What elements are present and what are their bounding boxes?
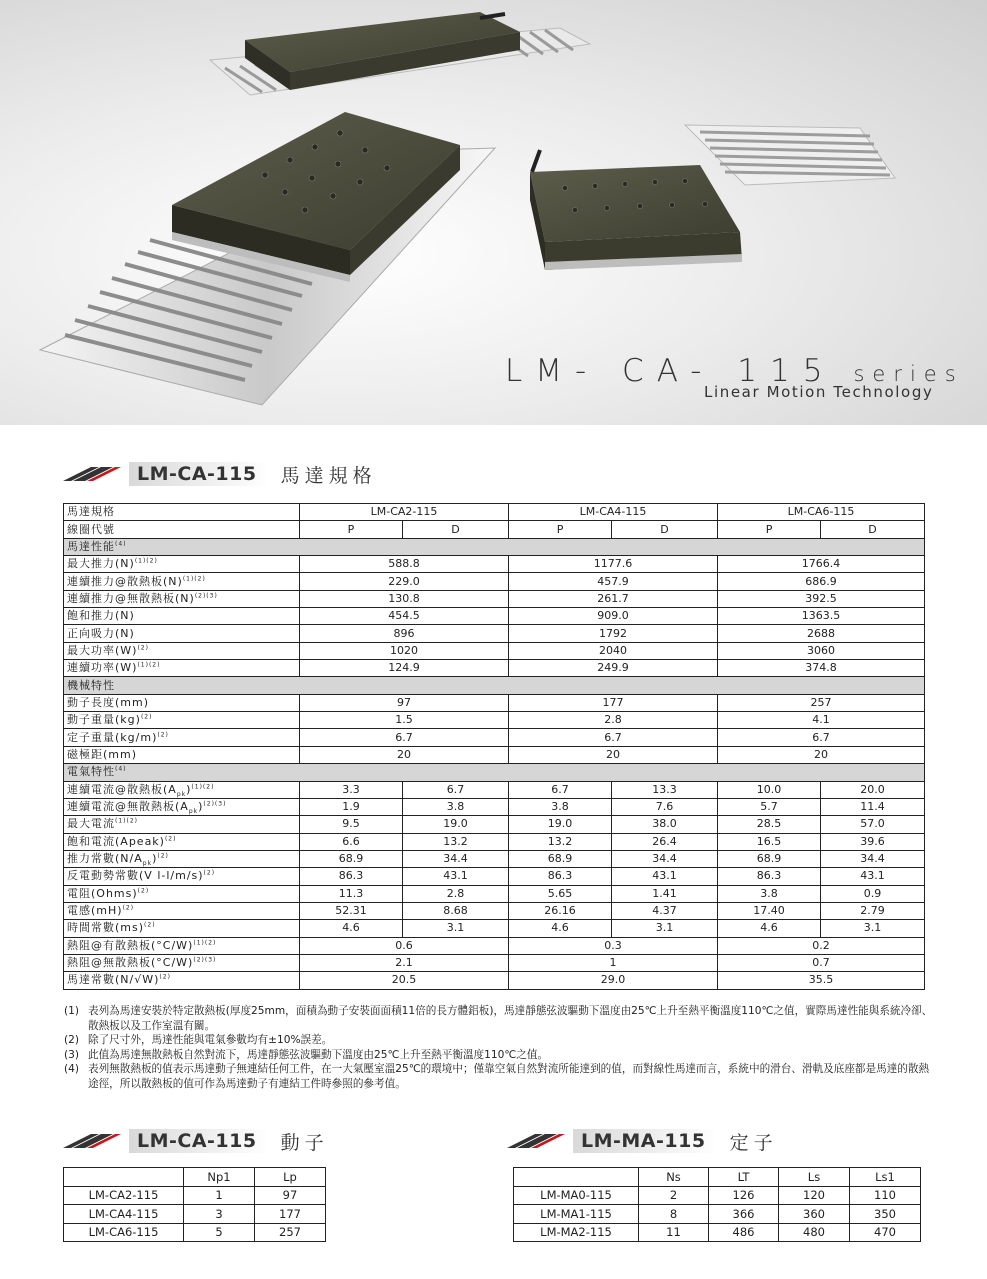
spec-section-code: LM-CA-115 <box>129 462 269 486</box>
footnote-text: 此值為馬達無散熱板自然對流下，馬達靜態弦波驅動下溫度由25℃上升至熱平衡溫度110℃之值。 <box>88 1048 549 1061</box>
spec-value: 19.0 <box>509 816 612 833</box>
spec-row <box>64 556 925 573</box>
spec-value: 10.0 <box>718 781 821 798</box>
footnote <box>64 1062 934 1091</box>
coil-code-label: 線圈代號 <box>64 521 300 538</box>
row-label: 熱阻@無散熱板$(^\circ C/W)^{(2)(3)}$ <box>64 954 300 971</box>
group-mechanical-label: 機械特性 <box>64 677 925 694</box>
footnote-ref: (1)(2) <box>191 783 215 791</box>
stator-header: Ns <box>639 1168 709 1187</box>
stator-cell: 120 <box>779 1186 850 1205</box>
spec-value: 1.9 <box>300 798 403 815</box>
mover-row <box>64 1223 326 1242</box>
spec-value: 28.5 <box>718 816 821 833</box>
spec-value: 86.3 <box>718 868 821 885</box>
spec-value: 86.3 <box>300 868 403 885</box>
row-label: 時間常數(ms)$^{(2)}$ <box>64 920 300 937</box>
spec-value: 1363.5 <box>718 608 925 625</box>
footnote-ref: (4) <box>115 765 127 773</box>
spec-value: 97 <box>300 694 509 711</box>
footnote-ref: (2) <box>144 921 156 929</box>
spec-table <box>63 503 925 990</box>
stator-section-code: LM-MA-115 <box>573 1129 718 1153</box>
stripe-logo-icon <box>63 1134 121 1148</box>
spec-value: 20.0 <box>821 781 925 798</box>
spec-value: 0.7 <box>718 954 925 971</box>
spec-value: 6.6 <box>300 833 403 850</box>
footnote-text: 表列為馬達安裝於特定散熱板(厚度25mm，面積為動子安裝面面積11倍的長方體鋁板)，馬達靜態弦波驅動下溫度由25℃上升至熱平衡溫度110℃之值，實際馬達性能與系統冷卻、散熱板以及工作室溫有關。 <box>88 1005 933 1032</box>
footnote-ref: (2) <box>203 869 216 877</box>
spec-value: 6.7 <box>509 781 612 798</box>
row-label: 馬達常數$(N/√W)^{(2)}$ <box>64 972 300 989</box>
spec-value: 2.8 <box>509 712 718 729</box>
spec-row <box>64 816 925 833</box>
group-electrical <box>64 764 925 781</box>
spec-value: 20 <box>300 746 509 763</box>
group-mechanical <box>64 677 925 694</box>
row-label: 熱阻@有散熱板$(^\circ C/W)^{(1)(2)}$ <box>64 937 300 954</box>
label-subscript: pk <box>176 790 187 798</box>
spec-value: 3060 <box>718 642 925 659</box>
spec-value: 4.6 <box>300 920 403 937</box>
footnote-ref: (2) <box>137 887 150 895</box>
row-label: 連續電流@無散熱板$(A_{pk})^{(2)(3)}$ <box>64 798 300 815</box>
spec-row <box>64 625 925 642</box>
mover-cell: 257 <box>255 1223 326 1242</box>
spec-value: 1020 <box>300 642 509 659</box>
spec-value: 2.8 <box>403 885 509 902</box>
spec-value: 257 <box>718 694 925 711</box>
footnote-ref: (2)(3) <box>203 800 227 808</box>
spec-value: 2040 <box>509 642 718 659</box>
spec-value: 34.4 <box>403 850 509 867</box>
spec-value: 0.3 <box>509 937 718 954</box>
stator-cell: 8 <box>639 1205 709 1224</box>
spec-value: 68.9 <box>718 850 821 867</box>
mover-cell: LM-CA6-115 <box>64 1223 184 1242</box>
spec-value: 86.3 <box>509 868 612 885</box>
stator-table <box>513 1167 921 1242</box>
group-performance-label: 馬達性能$^{(4)}$ <box>64 538 925 555</box>
mover-header-row <box>64 1168 326 1187</box>
spec-value: 34.4 <box>612 850 718 867</box>
footnote-ref: (2) <box>164 835 177 843</box>
spec-row <box>64 954 925 971</box>
spec-value: 3.3 <box>300 781 403 798</box>
mover-section-code: LM-CA-115 <box>129 1129 269 1153</box>
footnote-ref: (2) <box>159 973 171 981</box>
mover-row <box>64 1186 326 1205</box>
mover-cell: 3 <box>184 1205 255 1224</box>
spec-value: 3.1 <box>403 920 509 937</box>
spec-value: 57.0 <box>821 816 925 833</box>
spec-value: 0.9 <box>821 885 925 902</box>
spec-value: 29.0 <box>509 972 718 989</box>
row-label: 電感(mH)$^{(2)}$ <box>64 902 300 919</box>
mover-row <box>64 1205 326 1224</box>
spec-value: 16.5 <box>718 833 821 850</box>
mover-header <box>64 1168 184 1187</box>
spec-row <box>64 694 925 711</box>
mover-section-title: 動子 <box>280 1131 329 1154</box>
footnote-number: (4) <box>64 1063 80 1076</box>
stator-header: Ls1 <box>850 1168 921 1187</box>
spec-value: 3.8 <box>509 798 612 815</box>
stator-cell: 470 <box>850 1223 921 1242</box>
mover-section-header <box>63 1126 329 1156</box>
spec-value: 4.1 <box>718 712 925 729</box>
spec-value: 1.5 <box>300 712 509 729</box>
mover-cell: LM-CA4-115 <box>64 1205 184 1224</box>
row-label: 磁極距(mm) <box>64 746 300 763</box>
spec-value: 6.7 <box>718 729 925 746</box>
footnote <box>64 1004 934 1033</box>
spec-value: 8.68 <box>403 902 509 919</box>
spec-value: 229.0 <box>300 573 509 590</box>
stripe-logo-icon <box>63 467 121 481</box>
spec-row <box>64 590 925 607</box>
spec-value: 1.41 <box>612 885 718 902</box>
stator-cell: LM-MA1-115 <box>514 1205 639 1224</box>
spec-value: 4.6 <box>509 920 612 937</box>
spec-row <box>64 798 925 815</box>
group-performance <box>64 538 925 555</box>
coil-code: D <box>403 521 509 538</box>
spec-value: 34.4 <box>821 850 925 867</box>
stator-cell: 2 <box>639 1186 709 1205</box>
spec-value: 20.5 <box>300 972 509 989</box>
spec-row <box>64 660 925 677</box>
spec-value: 26.16 <box>509 902 612 919</box>
stator-header <box>514 1168 639 1187</box>
stator-header: LT <box>709 1168 779 1187</box>
spec-header-label: 馬達規格 <box>64 504 300 521</box>
spec-value: 5.65 <box>509 885 612 902</box>
mover-header: Lp <box>255 1168 326 1187</box>
mover-cell: 1 <box>184 1186 255 1205</box>
spec-value: 68.9 <box>509 850 612 867</box>
spec-value: 588.8 <box>300 556 509 573</box>
footnotes <box>64 1004 934 1092</box>
hero-series: series <box>853 362 964 386</box>
spec-value: 6.7 <box>300 729 509 746</box>
mover-cell: 97 <box>255 1186 326 1205</box>
model-header: LM-CA4-115 <box>509 504 718 521</box>
footnote <box>64 1033 934 1048</box>
spec-value: 261.7 <box>509 590 718 607</box>
spec-value: 177 <box>509 694 718 711</box>
footnote-ref: (2) <box>137 644 149 652</box>
spec-row <box>64 573 925 590</box>
row-label: 連續推力@散熱板$(N)^{(1)(2)}$ <box>64 573 300 590</box>
stripe-logo-icon <box>507 1134 565 1148</box>
spec-row <box>64 781 925 798</box>
stator-header-row <box>514 1168 921 1187</box>
spec-value: 3.8 <box>718 885 821 902</box>
spec-value: 26.4 <box>612 833 718 850</box>
row-label: 飽和電流(Apeak)$^{(2)}$ <box>64 833 300 850</box>
spec-value: 0.6 <box>300 937 509 954</box>
mover-cell: LM-CA2-115 <box>64 1186 184 1205</box>
spec-row <box>64 642 925 659</box>
footnote-ref: (2)(3) <box>193 956 217 964</box>
spec-value: 686.9 <box>718 573 925 590</box>
row-label: 連續功率$(W)^{(1)(2)}$ <box>64 660 300 677</box>
coil-code: D <box>821 521 925 538</box>
mover-back <box>245 12 520 90</box>
spec-value: 1 <box>509 954 718 971</box>
footnote-ref: (1)(2) <box>182 574 206 582</box>
hero-title: LM- CA- 115 series <box>505 353 964 389</box>
hero-subtitle: Linear Motion Technology <box>704 383 934 401</box>
row-label: 動子重量(kg)$^{(2)}$ <box>64 712 300 729</box>
hero-banner <box>0 0 987 425</box>
stator-cell: 11 <box>639 1223 709 1242</box>
footnote-ref: (1)(2) <box>115 817 138 825</box>
coil-code: P <box>718 521 821 538</box>
row-label: 最大功率$(W)^{(2)}$ <box>64 642 300 659</box>
spec-value: 454.5 <box>300 608 509 625</box>
stator-row <box>514 1223 921 1242</box>
spec-value: 11.3 <box>300 885 403 902</box>
mover-cell: 5 <box>184 1223 255 1242</box>
footnote-ref: (4) <box>115 540 127 548</box>
spec-value: 35.5 <box>718 972 925 989</box>
spec-row <box>64 608 925 625</box>
footnote-number: (2) <box>64 1034 80 1047</box>
row-label: 推力常數$(N/A_{pk})^{(2)}$ <box>64 850 300 867</box>
spec-value: 1766.4 <box>718 556 925 573</box>
footnote-ref: (1)(2) <box>134 557 158 565</box>
spec-value: 2.1 <box>300 954 509 971</box>
spec-value: 130.8 <box>300 590 509 607</box>
spec-value: 13.2 <box>403 833 509 850</box>
spec-value: 43.1 <box>403 868 509 885</box>
spec-value: 457.9 <box>509 573 718 590</box>
footnote-ref: (2) <box>157 730 169 738</box>
footnote-ref: (2)(3) <box>194 592 218 600</box>
spec-header-row <box>64 504 925 521</box>
spec-row <box>64 972 925 989</box>
model-header: LM-CA6-115 <box>718 504 925 521</box>
stator-section-title: 定子 <box>729 1131 778 1154</box>
coil-code: P <box>300 521 403 538</box>
spec-value: 1792 <box>509 625 718 642</box>
spec-value: 43.1 <box>821 868 925 885</box>
spec-value: 1177.6 <box>509 556 718 573</box>
spec-value: 19.0 <box>403 816 509 833</box>
stator-header: Ls <box>779 1168 850 1187</box>
spec-value: 374.8 <box>718 660 925 677</box>
label-subscript: pk <box>188 808 199 816</box>
stator-cell: LM-MA0-115 <box>514 1186 639 1205</box>
row-label: 電阻(Ohms)$^{(2)}$ <box>64 885 300 902</box>
spec-value: 68.9 <box>300 850 403 867</box>
label-subscript: pk <box>142 860 153 868</box>
row-label: 反電動勢常數(V l-l/m/s)$^{(2)}$ <box>64 868 300 885</box>
spec-value: 52.31 <box>300 902 403 919</box>
spec-value: 5.7 <box>718 798 821 815</box>
stator-cell: 110 <box>850 1186 921 1205</box>
row-label: 正向吸力(N) <box>64 625 300 642</box>
spec-row <box>64 902 925 919</box>
spec-value: 0.2 <box>718 937 925 954</box>
stator-rail-right <box>685 125 895 185</box>
spec-value: 3.1 <box>821 920 925 937</box>
spec-value: 3.8 <box>403 798 509 815</box>
spec-value: 17.40 <box>718 902 821 919</box>
spec-row <box>64 746 925 763</box>
stator-cell: 360 <box>779 1205 850 1224</box>
footnote-ref: (2) <box>140 713 153 721</box>
stator-section-header <box>507 1126 778 1156</box>
spec-row <box>64 920 925 937</box>
spec-value: 4.37 <box>612 902 718 919</box>
spec-row <box>64 833 925 850</box>
stator-cell: 480 <box>779 1223 850 1242</box>
group-electrical-label: 電氣特性$^{(4)}$ <box>64 764 925 781</box>
row-label: 最大電流$^{(1)(2)}$ <box>64 816 300 833</box>
footnote-number: (3) <box>64 1048 80 1061</box>
model-header: LM-CA2-115 <box>300 504 509 521</box>
stator-row <box>514 1205 921 1224</box>
footnote-text: 表列無散熱板的值表示馬達動子無連結任何工件，在一大氣壓室溫25℃的環境中；僅靠空氣自然對流所能達到的值，而對線性馬達而言，系統中的滑台、滑軌及底座都是馬達的散熱途徑，所以散熱板的值可作為馬達動子有連結工件時參照的參考值。 <box>88 1063 930 1090</box>
spec-value: 13.2 <box>509 833 612 850</box>
spec-value: 7.6 <box>612 798 718 815</box>
spec-row <box>64 729 925 746</box>
stator-cell: 486 <box>709 1223 779 1242</box>
mover-table <box>63 1167 326 1242</box>
row-label: 連續推力@無散熱板$(N)^{(2)(3)}$ <box>64 590 300 607</box>
spec-value: 38.0 <box>612 816 718 833</box>
spec-value: 249.9 <box>509 660 718 677</box>
coil-code: D <box>612 521 718 538</box>
spec-value: 20 <box>509 746 718 763</box>
footnote-ref: (1)(2) <box>137 661 161 669</box>
row-label: 連續電流@散熱板$(A_{pk})^{(1)(2)}$ <box>64 781 300 798</box>
spec-value: 3.1 <box>612 920 718 937</box>
footnote-ref: (2) <box>157 852 169 860</box>
spec-value: 2.79 <box>821 902 925 919</box>
spec-row <box>64 885 925 902</box>
spec-row <box>64 712 925 729</box>
spec-value: 9.5 <box>300 816 403 833</box>
spec-row <box>64 937 925 954</box>
spec-value: 124.9 <box>300 660 509 677</box>
spec-section-header <box>63 459 377 489</box>
footnote-text: 除了尺寸外，馬達性能與電氣參數均有±10%誤差。 <box>88 1034 333 1047</box>
row-label: 最大推力$(N)^{(1)(2)}$ <box>64 556 300 573</box>
row-label: 飽和推力(N) <box>64 608 300 625</box>
spec-value: 11.4 <box>821 798 925 815</box>
spec-value: 392.5 <box>718 590 925 607</box>
row-label: 動子長度(mm) <box>64 694 300 711</box>
spec-value: 39.6 <box>821 833 925 850</box>
mover-header: Np1 <box>184 1168 255 1187</box>
mover-middle <box>530 150 742 270</box>
spec-section-title: 馬達規格 <box>280 464 377 487</box>
footnote-number: (1) <box>64 1005 80 1017</box>
spec-row <box>64 850 925 867</box>
coil-code-row <box>64 521 925 538</box>
footnote <box>64 1048 934 1063</box>
stator-cell: 366 <box>709 1205 779 1224</box>
mover-cell: 177 <box>255 1205 326 1224</box>
spec-value: 896 <box>300 625 509 642</box>
stator-row <box>514 1186 921 1205</box>
spec-value: 13.3 <box>612 781 718 798</box>
spec-value: 909.0 <box>509 608 718 625</box>
spec-value: 6.7 <box>509 729 718 746</box>
spec-value: 2688 <box>718 625 925 642</box>
coil-code: P <box>509 521 612 538</box>
stator-cell: LM-MA2-115 <box>514 1223 639 1242</box>
footnote-ref: (1)(2) <box>193 939 217 947</box>
spec-row <box>64 868 925 885</box>
spec-value: 4.6 <box>718 920 821 937</box>
spec-value: 20 <box>718 746 925 763</box>
stator-cell: 126 <box>709 1186 779 1205</box>
footnote-ref: (2) <box>122 904 135 912</box>
stator-cell: 350 <box>850 1205 921 1224</box>
spec-value: 6.7 <box>403 781 509 798</box>
row-label: 定子重量$(kg/m)^{(2)}$ <box>64 729 300 746</box>
spec-value: 43.1 <box>612 868 718 885</box>
